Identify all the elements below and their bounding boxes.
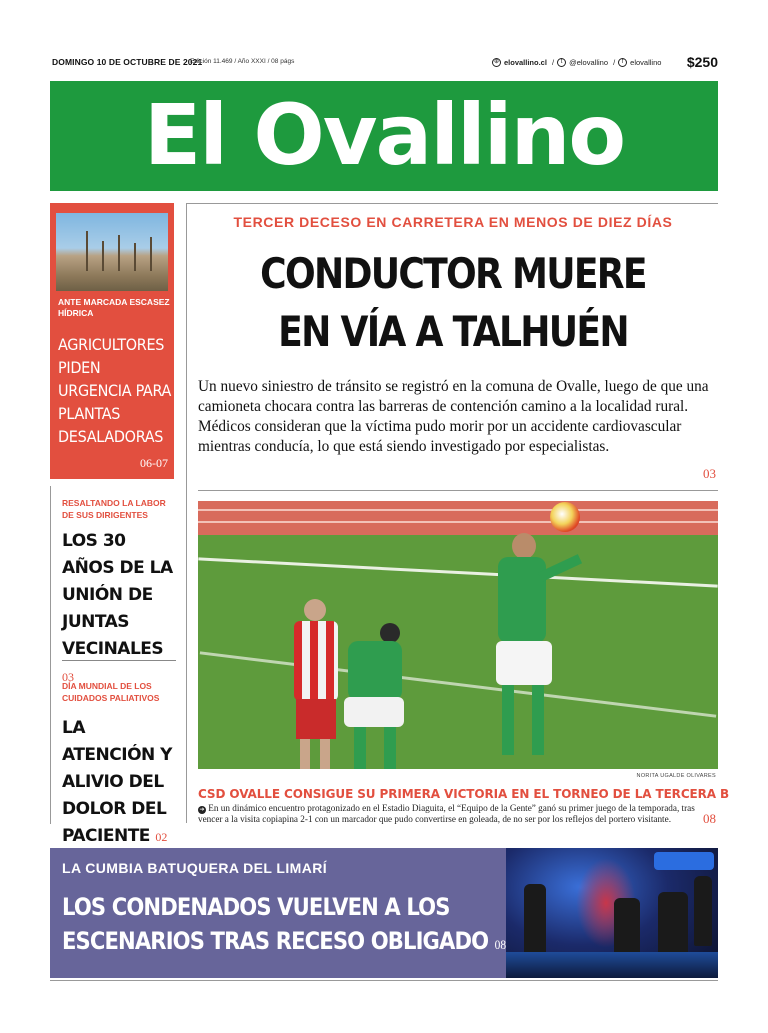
- sidebar-story-paliativos[interactable]: [62, 680, 176, 851]
- story2-page-ref: 02: [155, 830, 168, 844]
- football-match-photo: [198, 501, 718, 769]
- main-top-rule: [186, 203, 718, 204]
- bottom-rule: [50, 980, 718, 981]
- price: $250: [686, 54, 718, 70]
- facebook-icon: f: [618, 58, 627, 67]
- website-link[interactable]: elovallino.cl: [504, 58, 547, 67]
- main-headline[interactable]: CONDUCTOR MUERE EN VÍA A TALHUÉN: [260, 249, 646, 356]
- photo-caption-headline[interactable]: CSD OVALLE CONSIGUE SU PRIMERA VICTORIA EN EL TORNEO DE LA TERCERA B: [198, 787, 730, 801]
- globe-icon: ⊕: [493, 59, 500, 65]
- story1-page-ref: 03: [62, 670, 74, 684]
- masthead: [50, 81, 718, 191]
- feature-headline: AGRICULTORES PIDEN URGENCIA PARA PLANTAS DESALADORAS: [58, 335, 172, 446]
- twitter-icon: t: [557, 58, 566, 67]
- photo-caption-page-ref: 08: [703, 811, 716, 826]
- main-body-text: Un nuevo siniestro de tránsito se registró en la comuna de Ovalle, luego de que una camioneta chocara contra las barreras de contención camino a la localidad rural. Médicos consideran que la víctima pudo morir por un accidente cardiovascular mientras conducía, lo que está siendo investigado por especialistas.: [198, 378, 709, 455]
- main-page-ref: 03: [703, 466, 716, 481]
- band-page-ref: 08: [494, 937, 507, 952]
- social-links: ⊕ elovallino.cl / t @elovallino / f elovallino: [493, 58, 662, 67]
- player-green-1: [340, 623, 410, 769]
- story1-headline: LOS 30 AÑOS DE LA UNIÓN DE JUNTAS VECINALES 03: [62, 531, 173, 684]
- edition-info: Edición 11.469 / Año XXXI / 08 págs: [190, 58, 295, 65]
- sidebar-feature[interactable]: [50, 203, 174, 479]
- facebook-link[interactable]: elovallino: [630, 58, 662, 67]
- story2-headline: LA ATENCIÓN Y ALIVIO DEL DOLOR DEL PACIENTE 02: [62, 718, 172, 846]
- ball: [550, 502, 580, 532]
- concert-photo: [506, 848, 718, 978]
- band-headline: LOS CONDENADOS VUELVEN A LOS ESCENARIOS TRAS RECESO OBLIGADO 08: [62, 893, 507, 955]
- feature-page-ref: 06-07: [140, 456, 168, 470]
- main-kicker: TERCER DECESO EN CARRETERA EN MENOS DE DIEZ DÍAS: [233, 214, 673, 230]
- story2-kicker: DÍA MUNDIAL DE LOS CUIDADOS PALIATIVOS: [62, 681, 160, 703]
- main-mid-rule: [198, 490, 718, 491]
- arrow-right-icon: ➔: [199, 807, 205, 813]
- running-track: [198, 501, 718, 535]
- issue-date: DOMINGO 10 DE OCTUBRE DE 2021: [52, 57, 203, 67]
- bottom-band[interactable]: [50, 848, 718, 978]
- photo-credit: NORITA UGALDE OLIVARES: [636, 773, 716, 779]
- player-red-white: [290, 599, 342, 769]
- main-column-divider: [186, 203, 187, 823]
- player-green-2: [474, 533, 584, 769]
- left-column-divider: [50, 486, 51, 824]
- feature-kicker: ANTE MARCADA ESCASEZ HÍDRICA: [58, 297, 170, 318]
- twitter-link[interactable]: @elovallino: [569, 58, 608, 67]
- story1-kicker: RESALTANDO LA LABOR DE SUS DIRIGENTES: [62, 498, 166, 520]
- story-divider: [62, 660, 176, 661]
- photo-caption-body: ➔ En un dinámico encuentro protagonizado en el Estadio Diaguita, el “Equipo de la Gente” ganó su primer juego de la temporada, tras vencer a la visita copiapina 2-1 con un marcador que pudo convertirse en goleada, de no ser por los reflejos del portero visitante.: [198, 803, 695, 824]
- band-kicker: LA CUMBIA BATUQUERA DEL LIMARÍ: [62, 860, 328, 876]
- sidebar-story-juntas[interactable]: [62, 497, 176, 691]
- newspaper-name: El Ovallino: [143, 86, 625, 184]
- top-bar: [52, 55, 718, 73]
- band-logo: [654, 852, 714, 870]
- drought-field-photo: [56, 213, 168, 291]
